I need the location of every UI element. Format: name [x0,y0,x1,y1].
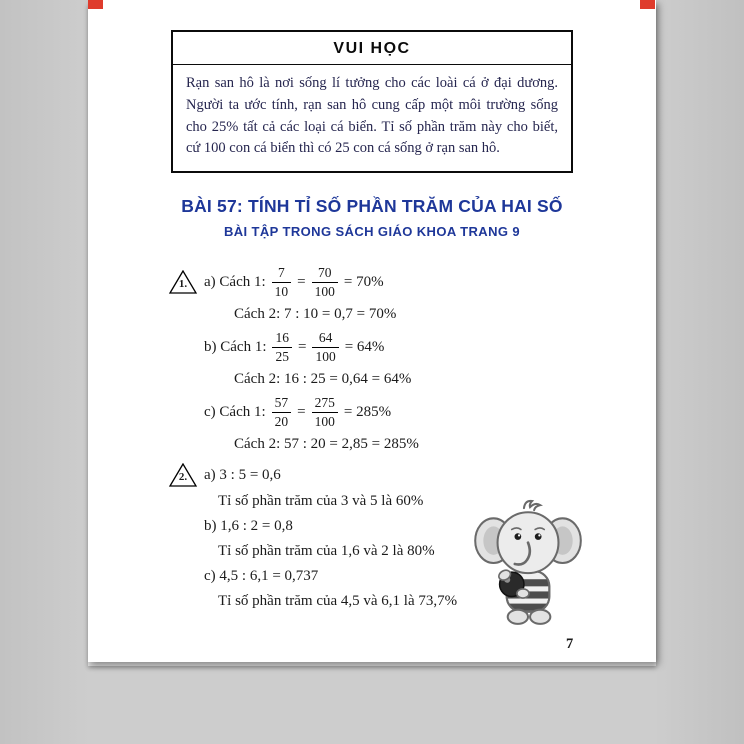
fraction-numerator: 64 [312,330,338,348]
lesson-subtitle: BÀI TẬP TRONG SÁCH GIÁO KHOA TRANG 9 [223,224,521,239]
textbook-page [88,0,656,662]
elephant-cartoon-icon [471,498,583,630]
ex1-line-b [204,329,608,365]
fraction-denominator: 100 [315,348,336,364]
ex2-b-line2: Tỉ số phần trăm của 1,6 và 2 là 80% [218,543,435,559]
fraction-denominator: 25 [275,348,289,364]
exercise-1-marker [168,270,198,294]
fraction-numerator: 70 [312,265,338,283]
fraction-denominator: 100 [314,413,335,429]
equals-sign: = [297,338,307,355]
ex1-b-prefix: b) Cách 1: [204,338,267,355]
ex1-b-result: = 64% [344,338,385,355]
fraction-denominator: 100 [314,283,335,299]
page-number: 7 [566,636,574,652]
fraction-denominator: 10 [274,283,289,299]
exercise-1-number: 1. [178,278,188,290]
equals-sign: = [297,403,306,420]
ex2-b-line1: b) 1,6 : 2 = 0,8 [204,518,293,534]
ex1-c-result: = 285% [343,403,392,420]
ex1-a-prefix: a) Cách 1: [204,273,266,290]
vui-hoc-box [171,30,573,173]
fraction-denominator: 20 [274,413,289,429]
fraction [312,330,338,364]
ex1-c-cach2: Cách 2: 57 : 20 = 2,85 = 285% [234,436,419,452]
red-corner-mark-right [640,0,655,9]
ex1-line-c [204,394,608,430]
fraction-numerator: 7 [272,265,292,283]
elephant-illustration [471,498,583,630]
vui-hoc-title: VUI HỌC [173,32,571,65]
red-corner-mark-left [88,0,103,9]
ex1-line-a [168,264,608,300]
ex1-c-prefix: c) Cách 1: [204,403,266,420]
vui-hoc-body: Rạn san hô là nơi sống lí tưởng cho các loài cá ở đại dương. Người ta ước tính, rạn san hô cung cấp một môi trường sống cho 25% tất cả các loại cá biển. Tỉ số phần trăm này cho biết, cứ 100 con cá biển thì có 25 con cá sống ở rạn san hô. [186,75,558,157]
fraction [272,395,292,429]
fraction-numerator: 275 [312,395,338,413]
fraction-numerator: 16 [272,330,292,348]
fraction [272,265,292,299]
lesson-title: BÀI 57: TÍNH TỈ SỐ PHẦN TRĂM CỦA HAI SỐ [181,196,563,216]
fraction [312,265,338,299]
exercise-2-marker [168,463,198,487]
ex1-b-cach2: Cách 2: 16 : 25 = 0,64 = 64% [234,371,412,387]
exercise-2-number: 2. [178,471,188,483]
ex2-c-line2: Tỉ số phần trăm của 4,5 và 6,1 là 73,7% [218,593,458,609]
ex2-line-a [168,463,608,487]
fraction [272,330,292,364]
ex2-a-line1: a) 3 : 5 = 0,6 [204,466,281,483]
ex2-a-line2: Tỉ số phần trăm của 3 và 5 là 60% [218,493,424,509]
ex1-a-result: = 70% [343,273,384,290]
equals-sign: = [297,273,306,290]
fraction-numerator: 57 [272,395,292,413]
ex2-c-line1: c) 4,5 : 6,1 = 0,737 [204,568,319,584]
ex1-a-cach2: Cách 2: 7 : 10 = 0,7 = 70% [234,306,397,322]
fraction [312,395,338,429]
